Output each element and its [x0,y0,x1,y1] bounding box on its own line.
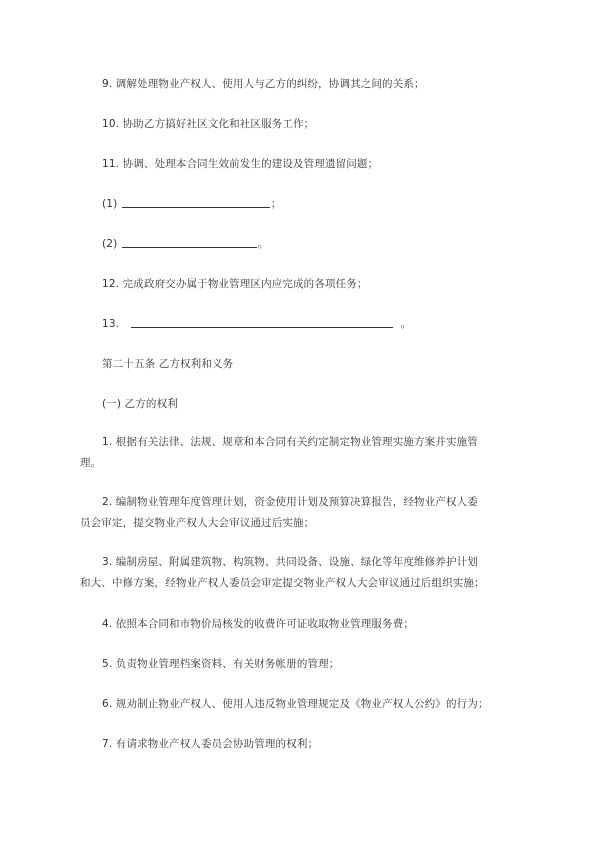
item-13-prefix: 13. [102,318,120,330]
paragraph-line: 1. 根据有关法律、法规、规章和本合同有关约定制定物业管理实施方案并实施管 [102,436,478,448]
sub-item-suffix: 。 [257,238,269,250]
article-25-heading: 第二十五条 乙方权利和义务 [102,358,234,370]
clause-item-13 [102,317,411,331]
right-item-7: 7. 有请求物业产权人委员会协助管理的权利； [102,738,319,750]
paragraph-line: 员会审定，提交物业产权人大会审议通过后实施； [80,517,315,529]
clause-item-11: 11. 协调、处理本合同生效前发生的建设及管理遗留问题； [102,158,379,170]
paragraph-line: 和大、中修方案，经物业产权人委员会审定提交物业产权人大会审议通过后组织实施； [80,577,485,589]
paragraph-line: 理。 [80,457,102,469]
sub-item-prefix: (2) [102,238,118,250]
clause-item-11-sub-2 [102,237,268,251]
section-heading-rights: (一) 乙方的权利 [102,398,178,410]
right-item-1 [80,432,530,474]
sub-item-suffix: ； [270,198,282,210]
fill-in-blank [131,317,393,328]
paragraph-line: 2. 编制物业管理年度管理计划，资金使用计划及预算决算报告，经物业产权人委 [102,496,478,508]
sub-item-prefix: (1) [102,198,118,210]
fill-in-blank [122,197,270,208]
clause-item-10: 10. 协助乙方搞好社区文化和社区服务工作； [102,118,315,130]
right-item-2 [80,492,530,534]
right-item-6: 6. 规劝制止物业产权人、使用人违反物业管理规定及《物业产权人公约》的行为； [102,698,489,710]
item-13-suffix: 。 [400,318,412,330]
fill-in-blank [122,237,257,248]
right-item-3 [80,552,530,594]
clause-item-11-sub-1 [102,197,281,211]
clause-item-9: 9. 调解处理物业产权人、使用人与乙方的纠纷，协调其之间的关系； [102,78,425,90]
clause-item-12: 12. 完成政府交办属于物业管理区内应完成的各项任务； [102,278,368,290]
right-item-5: 5. 负责物业管理档案资料、有关财务帐册的管理； [102,658,340,670]
right-item-4: 4. 依照本合同和市物价局核发的收费许可证收取物业管理服务费； [102,618,415,630]
paragraph-line: 3. 编制房屋、附属建筑物、构筑物、共同设备、设施、绿化等年度维修养护计划 [102,556,478,568]
